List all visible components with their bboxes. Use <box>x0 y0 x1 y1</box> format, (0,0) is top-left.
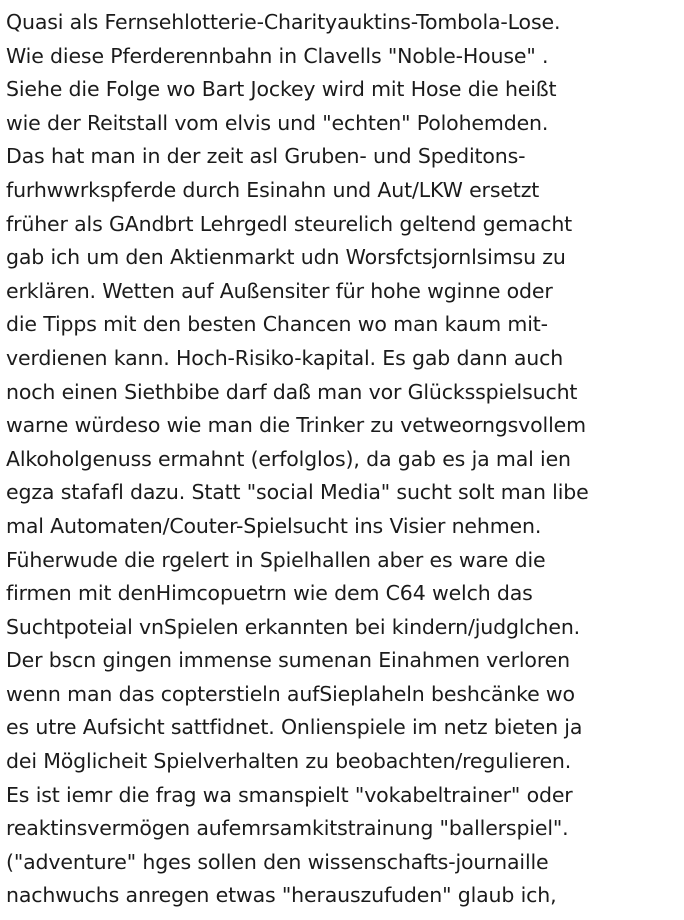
text-line: früher als GAndbrt Lehrgedl steurelich geltend gemacht <box>6 211 573 236</box>
text-line: ("adventure" hges sollen den wissenschafts-journaille <box>6 849 549 874</box>
text-line: furhwwrkspferde durch Esinahn und Aut/LKW ersetzt <box>6 177 540 202</box>
text-line: Quasi als Fernsehlotterie-Charityauktins-Tombola-Lose. <box>6 10 561 34</box>
text-line: Das hat man in der zeit asl Gruben- und Speditons- <box>6 144 526 169</box>
text-line: firmen mit denHimcopuetrn wie dem C64 welch das <box>6 581 533 606</box>
text-line: Suchtpoteial vnSpielen erkannten bei kindern/judglchen. <box>6 614 581 639</box>
text-line: dei Möglicheit Spielverhalten zu beobachten/regulieren. <box>6 749 572 774</box>
text-line: Siehe die Folge wo Bart Jockey wird mit Hose die heißt <box>6 77 557 102</box>
text-line: wie der Reitstall vom elvis und "echten" Polohemden. <box>6 110 549 135</box>
text-line: erklären. Wetten auf Außensiter für hohe wginne oder <box>6 278 553 303</box>
text-line: reaktinsvermögen aufemrsamkitstrainung "ballerspiel". <box>6 816 569 841</box>
text-line: Es ist iemr die frag wa smanspielt "vokabeltrainer" oder <box>6 782 573 807</box>
text-line: Alkoholgenuss ermahnt (erfolglos), da gab es ja mal ien <box>6 446 571 471</box>
text-line: gab ich um den Aktienmarkt udn Worsfctsjornlsimsu zu <box>6 245 566 270</box>
text-line: Wie diese Pferderennbahn in Clavells "Noble-House" . <box>6 43 549 68</box>
text-line: mal Automaten/Couter-Spielsucht ins Visier nehmen. <box>6 513 542 538</box>
text-line: noch einen Siethbibe darf daß man vor Glücksspielsucht <box>6 379 578 404</box>
text-line: Füherwude die rgelert in Spielhallen aber es ware die <box>6 547 546 572</box>
text-line: egza stafafl dazu. Statt "social Media" sucht solt man libe <box>6 480 589 505</box>
text-line: nachwuchs anregen etwas "herauszufuden" glaub ich, <box>6 883 557 908</box>
text-line: wenn man das copterstieln aufSieplaheln beshcänke wo <box>6 681 575 706</box>
text-line: verdienen kann. Hoch-Risiko-kapital. Es gab dann auch <box>6 345 564 370</box>
text-line: es utre Aufsicht sattfidnet. Onlienspiele im netz bieten ja <box>6 715 583 740</box>
text-line: warne würdeso wie man die Trinker zu vetweorngsvollem <box>6 413 586 438</box>
text-line: Der bscn gingen immense sumenan Einahmen verloren <box>6 648 570 673</box>
text-line: die Tipps mit den besten Chancen wo man kaum mit- <box>6 312 548 337</box>
